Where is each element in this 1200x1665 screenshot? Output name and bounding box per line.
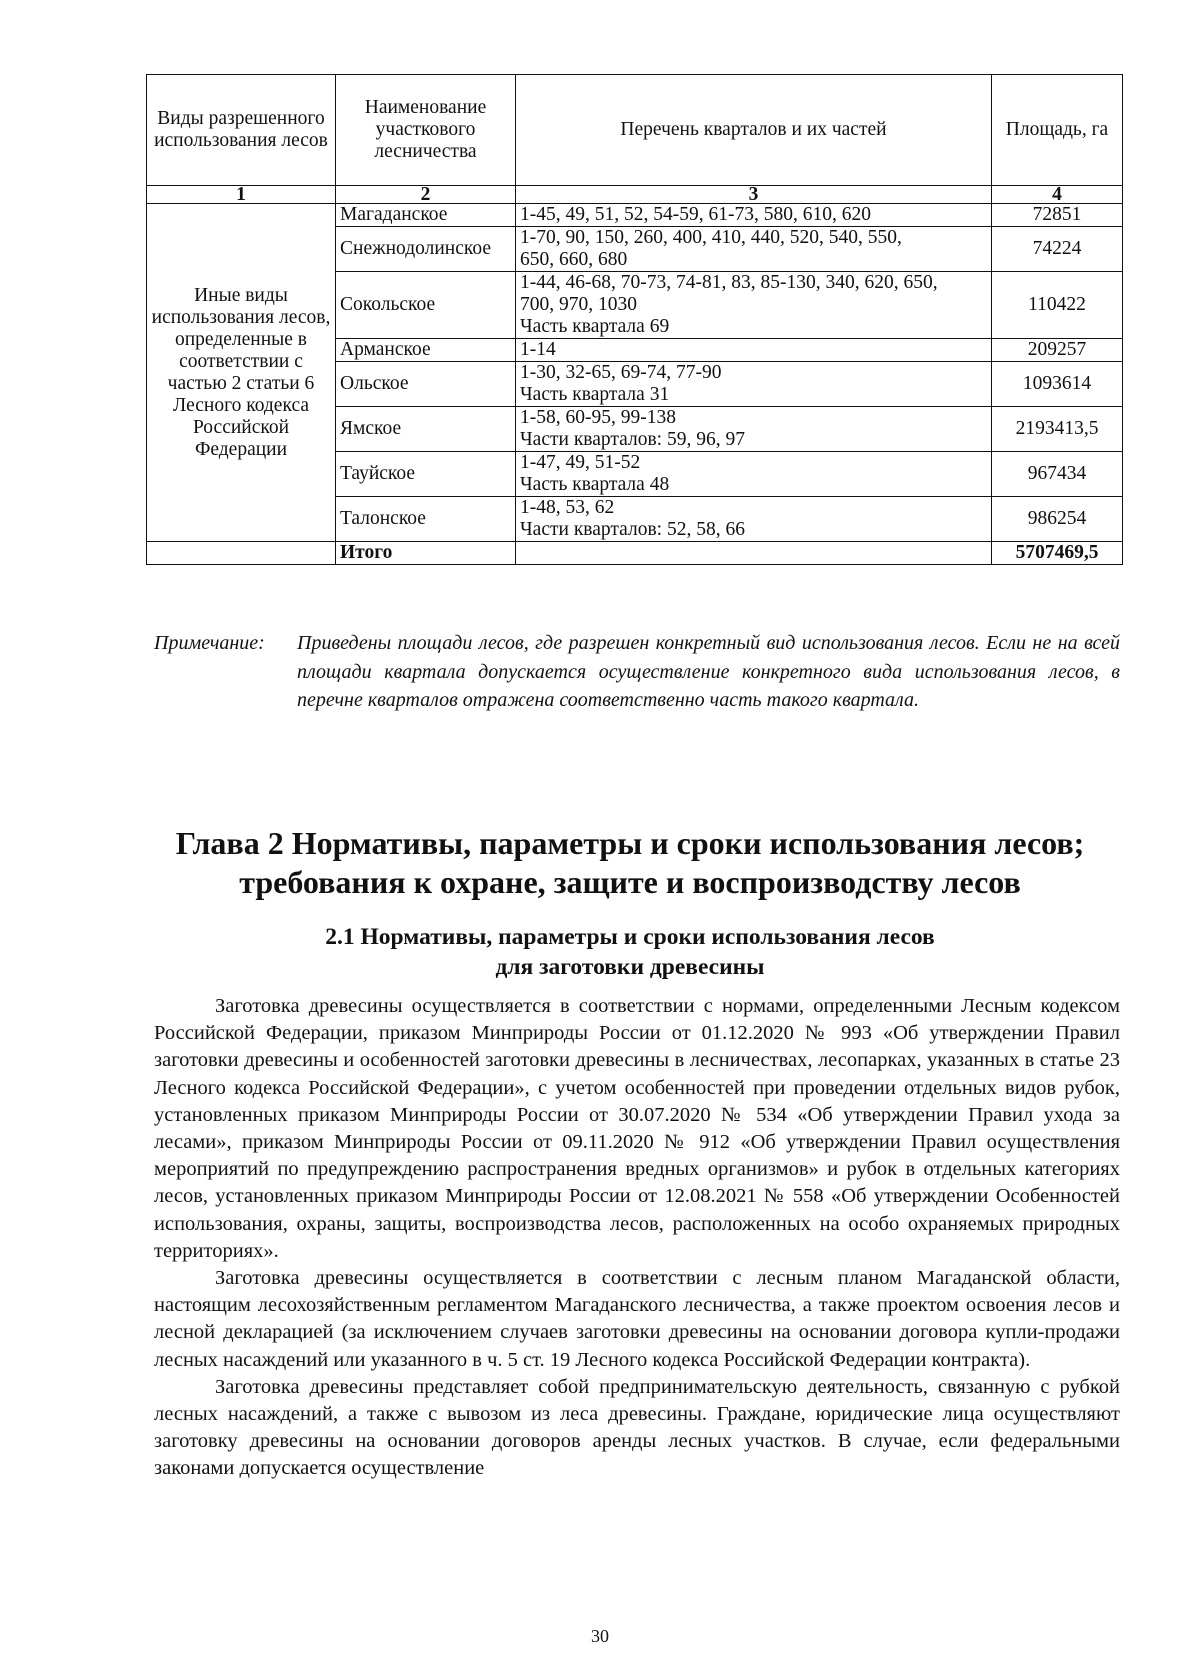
paragraph: Заготовка древесины осуществляется в соответствии с нормами, определенными Лесным кодексом Российской Федерации, приказом Минприроды России от 01.12.2020 № 993 «Об утверждении Правил заготовки древесины и особенностей заготовки древесины в лесничествах, лесопарках, указанных в статье 23 Лесного кодекса Российской Федерации», с учетом особенностей при проведении отдельных видов рубок, установленных приказом Минприроды России от 30.07.2020 № 534 «Об утверждении Правил ухода за лесами», приказом Минприроды России от 09.11.2020 № 912 «Об утверждении Правил осуществления мероприятий по предупреждению распространения вредных организмов» и рубок в отдельных категориях лесов, установленных приказом Минприроды России от 12.08.2021 № 558 «Об утверждении Особенностей использования, охраны, защиты, воспроизводства лесов, расположенных на особо охраняемых природных территориях». — [154, 995, 1120, 1262]
note-text: Приведены площади лесов, где разрешен конкретный вид использования лесов. Если не на всей площади квартала допускается осуществление конкретного вида использования лесов, в перечне кварталов отражена соответственно часть такого квартала. — [297, 632, 1120, 711]
header-quarters: Перечень кварталов и их частей — [516, 75, 992, 186]
section-title — [150, 922, 1110, 982]
column-number: 1 — [147, 186, 336, 204]
body-text — [154, 993, 1120, 1483]
column-number-row — [147, 186, 1123, 204]
note-label: Примечание: — [154, 632, 265, 654]
area-value: 72851 — [992, 204, 1123, 227]
quarters-line: 650, 660, 680 — [520, 249, 628, 270]
table-header-row — [147, 75, 1123, 186]
forestry-name: Магаданское — [336, 204, 516, 227]
chapter-title-line: требования к охране, защите и воспроизводству лесов — [239, 864, 1021, 900]
quarters-line: Часть квартала 31 — [520, 384, 670, 405]
quarters-line: 700, 970, 1030 — [520, 294, 637, 315]
area-value: 986254 — [992, 497, 1123, 542]
header-forestry: Наименование участкового лесничества — [336, 75, 516, 186]
area-value: 1093614 — [992, 362, 1123, 407]
quarters-cell — [516, 204, 992, 227]
quarters-line: 1-70, 90, 150, 260, 400, 410, 440, 520, 540, 550, — [520, 227, 902, 248]
quarters-line: 1-48, 53, 62 — [520, 497, 615, 518]
table-note — [154, 629, 1120, 715]
quarters-cell — [516, 227, 992, 272]
quarters-line: 1-45, 49, 51, 52, 54-59, 61-73, 580, 610, 620 — [520, 204, 871, 225]
forest-use-table — [146, 74, 1123, 565]
forestry-name: Ольское — [336, 362, 516, 407]
quarters-line: Части кварталов: 59, 96, 97 — [520, 429, 745, 450]
quarters-line: 1-30, 32-65, 69-74, 77-90 — [520, 362, 722, 383]
forestry-name: Тауйское — [336, 452, 516, 497]
area-value: 209257 — [992, 339, 1123, 362]
empty-cell — [147, 542, 336, 565]
column-number: 4 — [992, 186, 1123, 204]
empty-cell — [516, 542, 992, 565]
header-use-type: Виды разрешенного использования лесов — [147, 75, 336, 186]
page-number: 30 — [591, 1626, 609, 1646]
quarters-cell — [516, 452, 992, 497]
quarters-line: Части кварталов: 52, 58, 66 — [520, 519, 745, 540]
quarters-line: 1-44, 46-68, 70-73, 74-81, 83, 85-130, 340, 620, 650, — [520, 272, 938, 293]
quarters-line: Часть квартала 69 — [520, 316, 670, 337]
forestry-name: Талонское — [336, 497, 516, 542]
header-area: Площадь, га — [992, 75, 1123, 186]
section-title-line: 2.1 Нормативы, параметры и сроки использования лесов — [325, 924, 935, 950]
table-total-row — [147, 542, 1123, 565]
area-value: 2193413,5 — [992, 407, 1123, 452]
section-title-line: для заготовки древесины — [495, 954, 765, 980]
quarters-cell — [516, 362, 992, 407]
area-value: 110422 — [992, 272, 1123, 339]
forestry-name: Ямское — [336, 407, 516, 452]
paragraph: Заготовка древесины осуществляется в соответствии с лесным планом Магаданской области, настоящим лесохозяйственным регламентом Магаданского лесничества, а также проектом освоения лесов и лесной декларацией (за исключением случаев заготовки древесины на основании договора купли-продажи лесных насаждений или указанного в ч. 5 ст. 19 Лесного кодекса Российской Федерации контракта). — [154, 1267, 1120, 1371]
forestry-name: Арманское — [336, 339, 516, 362]
chapter-title-line: Глава 2 Нормативы, параметры и сроки использования лесов; — [175, 825, 1085, 861]
forestry-name: Снежнодолинское — [336, 227, 516, 272]
paragraph: Заготовка древесины представляет собой предпринимательскую деятельность, связанную с рубкой лесных насаждений, а также с вывозом из леса древесины. Граждане, юридические лица осуществляют заготовку древесины на основании договоров аренды лесных участков. В случае, если федеральными законами допускается осуществление — [154, 1375, 1120, 1480]
area-value: 967434 — [992, 452, 1123, 497]
quarters-line: 1-47, 49, 51-52 — [520, 452, 641, 473]
use-type-cell: Иные виды использования лесов, определенные в соответствии с частью 2 статьи 6 Лесного кодекса Российской Федерации — [147, 204, 336, 542]
quarters-line: 1-14 — [520, 339, 556, 360]
quarters-line: 1-58, 60-95, 99-138 — [520, 407, 676, 428]
total-value: 5707469,5 — [992, 542, 1123, 565]
quarters-cell — [516, 497, 992, 542]
chapter-title — [150, 824, 1110, 902]
table-row — [147, 204, 1123, 227]
column-number: 2 — [336, 186, 516, 204]
quarters-cell — [516, 407, 992, 452]
column-number: 3 — [516, 186, 992, 204]
area-value: 74224 — [992, 227, 1123, 272]
forestry-name: Сокольское — [336, 272, 516, 339]
quarters-line: Часть квартала 48 — [520, 474, 670, 495]
quarters-cell — [516, 272, 992, 339]
total-label: Итого — [336, 542, 516, 565]
quarters-cell — [516, 339, 992, 362]
